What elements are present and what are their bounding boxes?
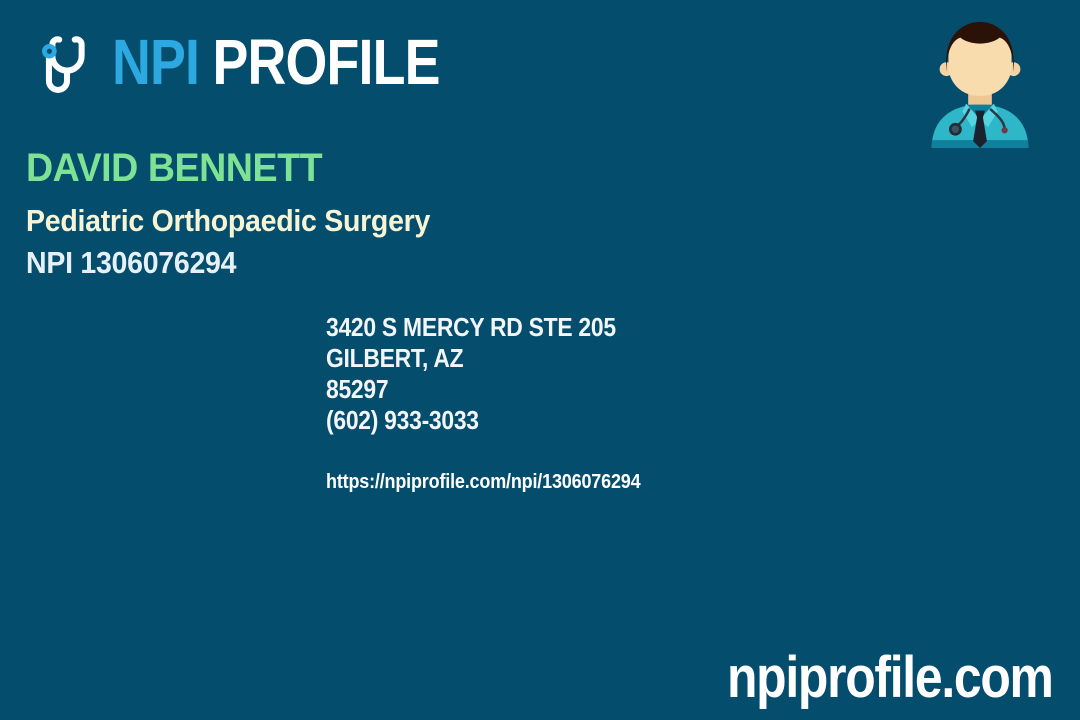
doctor-avatar — [925, 15, 1035, 148]
provider-specialty: Pediatric Orthopaedic Surgery — [26, 203, 431, 238]
zip-line: 85297 — [326, 374, 389, 404]
provider-npi-number: NPI 1306076294 — [26, 245, 237, 280]
address-line: 3420 S MERCY RD STE 205 — [326, 312, 616, 342]
logo-text-profile: PROFILE — [212, 26, 440, 98]
logo — [24, 16, 502, 108]
logo-text — [112, 25, 440, 99]
profile-url: https://npiprofile.com/npi/1306076294 — [326, 471, 641, 493]
stethoscope-icon — [24, 19, 110, 105]
phone-line: (602) 933-3033 — [326, 405, 479, 435]
logo-text-npi: NPI — [112, 26, 200, 98]
footer-brand: npiprofile.com — [727, 645, 1053, 710]
contact-block — [326, 312, 616, 436]
provider-name: DAVID BENNETT — [26, 146, 323, 190]
city-state-line: GILBERT, AZ — [326, 343, 464, 373]
